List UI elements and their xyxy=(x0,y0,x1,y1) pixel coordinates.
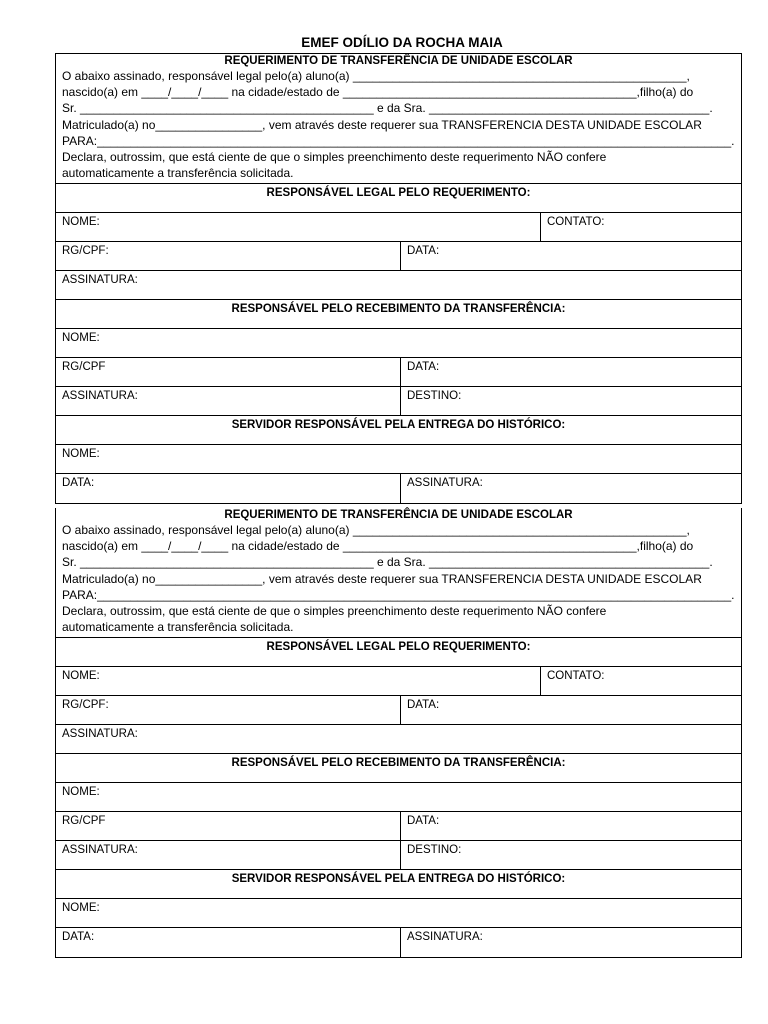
statement-line: automaticamente a transferência solicitada. xyxy=(62,166,294,181)
receipt-destination-field[interactable]: DESTINO: xyxy=(400,841,741,869)
statement-line: PARA:_______________________________________________________________________________________________. xyxy=(62,133,735,148)
section-header-receipt xyxy=(56,754,741,783)
statement-line: Sr. ____________________________________________ e da Sra. __________________________________________. xyxy=(62,101,713,116)
receipt-id-row xyxy=(56,812,741,841)
legal-signature-field[interactable]: ASSINATURA: xyxy=(62,274,138,287)
statement-line: PARA:_______________________________________________________________________________________________. xyxy=(62,587,735,602)
receipt-name-row xyxy=(56,329,741,358)
statement-line: O abaixo assinado, responsável legal pelo(a) aluno(a) __________________________________________________, xyxy=(62,523,690,537)
transfer-form-1 xyxy=(55,53,742,504)
statement-line: automaticamente a transferência solicitada. xyxy=(62,620,294,635)
staff-name-field[interactable]: NOME: xyxy=(62,902,100,915)
legal-name-field[interactable]: NOME: xyxy=(62,670,100,683)
legal-signature-row xyxy=(56,271,741,300)
staff-name-row xyxy=(56,899,741,928)
legal-name-row xyxy=(56,667,741,696)
request-statement xyxy=(56,508,741,638)
form-heading: REQUERIMENTO DE TRANSFERÊNCIA DE UNIDADE ESCOLAR xyxy=(224,509,573,521)
staff-date-field[interactable]: DATA: xyxy=(62,931,95,944)
legal-id-row xyxy=(56,696,741,725)
staff-signature-field[interactable]: ASSINATURA: xyxy=(400,474,741,503)
legal-signature-field[interactable]: ASSINATURA: xyxy=(62,728,138,741)
staff-name-field[interactable]: NOME: xyxy=(62,448,100,461)
legal-date-field[interactable]: DATA: xyxy=(400,696,741,724)
receipt-rg-field[interactable]: RG/CPF xyxy=(62,361,106,374)
legal-rg-field[interactable]: RG/CPF: xyxy=(62,245,109,258)
legal-contact-field[interactable]: CONTATO: xyxy=(540,667,741,695)
staff-date-field[interactable]: DATA: xyxy=(62,477,95,490)
section-title: SERVIDOR RESPONSÁVEL PELA ENTREGA DO HISTÓRICO: xyxy=(231,873,566,886)
receipt-signature-field[interactable]: ASSINATURA: xyxy=(62,844,138,857)
staff-date-row xyxy=(56,928,741,957)
staff-name-row xyxy=(56,445,741,474)
receipt-name-row xyxy=(56,783,741,812)
receipt-rg-field[interactable]: RG/CPF xyxy=(62,815,106,828)
legal-name-row xyxy=(56,213,741,242)
staff-signature-field[interactable]: ASSINATURA: xyxy=(400,928,741,957)
section-header-legal xyxy=(56,184,741,213)
document-title: EMEF ODÍLIO DA ROCHA MAIA xyxy=(301,35,503,50)
section-header-legal xyxy=(56,638,741,667)
section-header-receipt xyxy=(56,300,741,329)
receipt-signature-row xyxy=(56,387,741,416)
section-header-staff xyxy=(56,416,741,445)
section-title: RESPONSÁVEL PELO RECEBIMENTO DA TRANSFERÊNCIA: xyxy=(231,303,566,316)
receipt-name-field[interactable]: NOME: xyxy=(62,332,100,345)
legal-rg-field[interactable]: RG/CPF: xyxy=(62,699,109,712)
statement-line: nascido(a) em ____/____/____ na cidade/estado de ____________________________________________,filho(a) do xyxy=(62,539,694,554)
receipt-date-field[interactable]: DATA: xyxy=(400,812,741,840)
receipt-id-row xyxy=(56,358,741,387)
statement-line: Matriculado(a) no________________, vem através deste requerer sua TRANSFERENCIA DESTA UNIDADE ESCOLAR xyxy=(62,117,702,132)
statement-line: Declara, outrossim, que está ciente de que o simples preenchimento deste requerimento NÃO confere xyxy=(62,150,607,165)
legal-contact-field[interactable]: CONTATO: xyxy=(540,213,741,241)
receipt-destination-field[interactable]: DESTINO: xyxy=(400,387,741,415)
section-title: RESPONSÁVEL LEGAL PELO REQUERIMENTO: xyxy=(266,641,531,654)
statement-line: Matriculado(a) no________________, vem através deste requerer sua TRANSFERENCIA DESTA UNIDADE ESCOLAR xyxy=(62,571,702,586)
statement-line: Sr. ____________________________________________ e da Sra. __________________________________________. xyxy=(62,555,713,570)
request-statement xyxy=(56,54,741,184)
legal-date-field[interactable]: DATA: xyxy=(400,242,741,270)
statement-line: Declara, outrossim, que está ciente de que o simples preenchimento deste requerimento NÃO confere xyxy=(62,604,607,619)
legal-signature-row xyxy=(56,725,741,754)
section-title: RESPONSÁVEL PELO RECEBIMENTO DA TRANSFERÊNCIA: xyxy=(231,757,566,770)
receipt-signature-row xyxy=(56,841,741,870)
form-heading: REQUERIMENTO DE TRANSFERÊNCIA DE UNIDADE ESCOLAR xyxy=(224,55,573,67)
legal-name-field[interactable]: NOME: xyxy=(62,216,100,229)
statement-line: O abaixo assinado, responsável legal pelo(a) aluno(a) __________________________________________________, xyxy=(62,69,690,83)
section-title: SERVIDOR RESPONSÁVEL PELA ENTREGA DO HISTÓRICO: xyxy=(231,419,566,432)
receipt-signature-field[interactable]: ASSINATURA: xyxy=(62,390,138,403)
transfer-form-2 xyxy=(55,508,742,958)
receipt-name-field[interactable]: NOME: xyxy=(62,786,100,799)
statement-line: nascido(a) em ____/____/____ na cidade/estado de ____________________________________________,filho(a) do xyxy=(62,85,694,100)
section-title: RESPONSÁVEL LEGAL PELO REQUERIMENTO: xyxy=(266,187,531,200)
staff-date-row xyxy=(56,474,741,503)
legal-id-row xyxy=(56,242,741,271)
section-header-staff xyxy=(56,870,741,899)
receipt-date-field[interactable]: DATA: xyxy=(400,358,741,386)
